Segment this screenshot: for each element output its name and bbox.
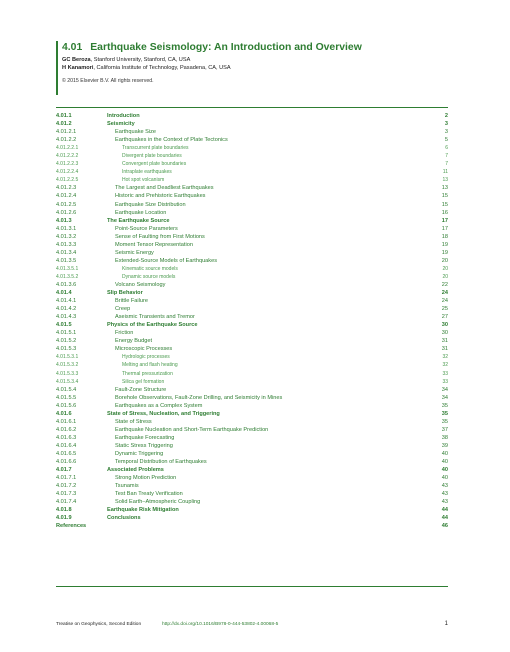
toc-entry-number: 4.01.2.2.1 (56, 145, 79, 152)
toc-entry-page: 35 (441, 402, 448, 409)
toc-entry[interactable] (56, 466, 448, 474)
toc-entry-title: Earthquake Nucleation and Short-Term Earthquake Prediction (115, 426, 269, 433)
toc-entry-title: Slip Behavior (107, 290, 143, 297)
toc-entry-number: 4.01.7.3 (56, 491, 77, 498)
toc-entry[interactable] (56, 474, 448, 482)
toc-entry-page: 38 (441, 434, 448, 441)
toc-entry-number: 4.01.3.6 (56, 281, 77, 288)
toc-entry-number: 4.01.2.2.2 (56, 153, 79, 160)
toc-entry-page: 19 (441, 249, 448, 256)
toc-entry-number: 4.01.1 (56, 113, 72, 119)
toc-entry-page: 31 (441, 338, 448, 345)
toc-entry-title: Earthquake Risk Mitigation (107, 507, 179, 514)
toc-entry-page: 19 (441, 241, 448, 248)
toc-entry[interactable] (56, 249, 448, 257)
toc-entry-number: 4.01.5.3.2 (56, 362, 79, 369)
toc-entry-page: 35 (441, 410, 448, 417)
author-affiliation: , Stanford University, Stanford, CA, USA (90, 57, 191, 63)
toc-entry-number: References (56, 523, 87, 530)
toc-entry[interactable] (56, 281, 448, 289)
toc-entry-title: Silica gel formation (122, 378, 165, 385)
toc-entry-number: 4.01.9 (56, 515, 72, 522)
toc-entry-number: 4.01.2 (56, 121, 72, 128)
toc-entry-title: Historic and Prehistoric Earthquakes (115, 193, 206, 200)
toc-entry-page: 35 (441, 418, 448, 425)
author-name: H Kanamori (62, 65, 94, 72)
toc-entry-page: 13 (441, 185, 448, 192)
toc-entry[interactable] (56, 450, 448, 458)
toc-entry[interactable] (56, 329, 448, 337)
toc-entry[interactable] (56, 418, 448, 426)
toc-bottom-rule (56, 586, 448, 587)
toc-entry-page: 27 (441, 314, 448, 321)
toc-entry-number: 4.01.5.1 (56, 330, 77, 337)
toc-entry-number: 4.01.5 (56, 322, 72, 329)
toc-entry-page: 40 (441, 459, 448, 466)
toc-entry-page: 40 (441, 467, 448, 474)
toc-entry-page: 11 (442, 169, 448, 176)
toc-entry-title: Seismicity (107, 121, 135, 128)
toc-entry-number: 4.01.2.2 (56, 137, 77, 144)
toc-entry-number: 4.01.3.1 (56, 225, 77, 232)
toc-entry-title: Test Ban Treaty Verification (115, 491, 183, 498)
toc-entry-title: Temporal Distribution of Earthquakes (115, 459, 207, 466)
toc-entry[interactable] (56, 482, 448, 490)
toc-entry[interactable] (56, 120, 448, 128)
toc-entry-title: Introduction (107, 113, 140, 119)
title-accent-bar (56, 41, 58, 95)
toc-entry-number: 4.01.7.2 (56, 483, 77, 490)
toc-entry[interactable] (56, 225, 448, 233)
toc-entry-title: Microscopic Processes (115, 346, 173, 353)
toc-entry[interactable] (56, 128, 448, 136)
toc-entry-page: 34 (441, 386, 448, 393)
toc-entry-number: 4.01.6.5 (56, 450, 77, 457)
toc-entry-title: Point-Source Parameters (115, 225, 178, 232)
toc-entry-title: Transcurrent plate boundaries (122, 145, 189, 152)
toc-entry[interactable] (56, 370, 448, 378)
toc-entry-number: 4.01.7.4 (56, 499, 77, 506)
toc-entry-title: Earthquakes in the Context of Plate Tectonics (115, 137, 228, 144)
toc-entry-page: 39 (441, 442, 448, 449)
author-name: GC Beroza (62, 57, 91, 63)
toc-entry-number: 4.01.3.2 (56, 233, 77, 240)
toc-entry[interactable] (56, 378, 448, 386)
toc-entry-number: 4.01.3.5.1 (56, 265, 79, 272)
toc-entry[interactable] (56, 321, 448, 329)
toc-entry-page: 32 (442, 362, 448, 369)
page-number: 1 (444, 621, 448, 627)
toc-entry-page: 43 (441, 499, 448, 506)
toc-entry-page: 2 (444, 113, 448, 119)
chapter-title: Earthquake Seismology: An Introduction and Overview (90, 42, 362, 53)
toc-entry-title: Brittle Failure (115, 298, 148, 305)
toc-entry-title: Earthquake Size Distribution (115, 201, 186, 208)
toc-entry-page: 33 (442, 378, 448, 385)
toc-entry-number: 4.01.6.4 (56, 442, 77, 449)
toc-entry-number: 4.01.2.1 (56, 129, 77, 136)
toc-entry-page: 40 (441, 475, 448, 482)
toc-top-rule (56, 107, 448, 108)
toc-entry-page: 30 (441, 322, 448, 329)
author-affiliation: , California Institute of Technology, Pasadena, CA, USA (93, 65, 231, 72)
toc-entry[interactable] (56, 152, 448, 160)
toc-entry[interactable] (56, 201, 448, 209)
toc-entry-page: 16 (441, 209, 448, 216)
toc-entry[interactable] (56, 273, 448, 281)
toc-entry[interactable] (56, 136, 448, 144)
toc-entry[interactable] (56, 442, 448, 450)
toc-entry-number: 4.01.3.4 (56, 249, 77, 256)
toc-entry-page: 30 (441, 330, 448, 337)
article-header (62, 42, 452, 84)
toc-entry-number: 4.01.4.3 (56, 314, 77, 321)
toc-entry[interactable] (56, 112, 448, 120)
toc-entry-title: Convergent plate boundaries (122, 161, 187, 168)
toc-entry[interactable] (56, 257, 448, 265)
toc-entry-number: 4.01.5.6 (56, 402, 77, 409)
toc-entry[interactable] (56, 233, 448, 241)
toc-entry-number: 4.01.5.3.1 (56, 354, 79, 361)
copyright-notice: © 2015 Elsevier B.V. All rights reserved. (62, 77, 154, 84)
toc-entry[interactable] (56, 241, 448, 249)
author-line (62, 64, 452, 72)
toc-entry-page: 3 (444, 129, 448, 136)
toc-entry-title: State of Stress, Nucleation, and Triggering (107, 410, 220, 417)
toc-entry-title: Earthquakes as a Complex System (115, 402, 203, 409)
toc-entry-title: Volcano Seismology (115, 281, 166, 288)
toc-entry-page: 31 (441, 346, 448, 353)
toc-entry-number: 4.01.3.3 (56, 241, 77, 248)
toc-entry-page: 24 (441, 298, 448, 305)
article-title (62, 42, 452, 53)
toc-entry-number: 4.01.7 (56, 467, 72, 474)
toc-entry[interactable] (56, 337, 448, 345)
toc-entry[interactable] (56, 313, 448, 321)
toc-entry-page: 32 (442, 354, 448, 361)
toc-entry-page: 7 (445, 153, 448, 160)
toc-entry[interactable] (56, 144, 448, 152)
toc-entry[interactable] (56, 184, 448, 192)
toc-entry-title: Aseismic Transients and Tremor (115, 314, 195, 321)
toc-entry-number: 4.01.5.3 (56, 346, 77, 353)
toc-entry-title: Seismic Energy (115, 249, 154, 256)
toc-entry-title: Fault-Zone Structure (115, 386, 167, 393)
toc-entry-page: 6 (445, 145, 448, 152)
toc-entry-title: Physics of the Earthquake Source (107, 322, 198, 329)
toc-entry[interactable] (56, 434, 448, 442)
toc-entry-page: 15 (441, 193, 448, 200)
toc-entry[interactable] (56, 192, 448, 200)
toc-entry[interactable] (56, 402, 448, 410)
toc-entry[interactable] (56, 353, 448, 361)
toc-entry[interactable] (56, 361, 448, 369)
toc-entry-number: 4.01.7.1 (56, 475, 77, 482)
toc-entry[interactable] (56, 160, 448, 168)
table-of-contents (56, 112, 448, 530)
toc-entry-number: 4.01.6 (56, 410, 72, 417)
toc-entry[interactable] (56, 217, 448, 225)
toc-entry-page: 13 (442, 177, 448, 184)
toc-entry-title: Intraplate earthquakes (122, 169, 172, 176)
toc-entry-title: Friction (115, 330, 134, 337)
toc-entry[interactable] (56, 209, 448, 217)
toc-entry-number: 4.01.4.1 (56, 298, 77, 305)
toc-entry[interactable] (56, 410, 448, 418)
toc-entry-title: Earthquake Forecasting (115, 434, 175, 441)
toc-entry[interactable] (56, 289, 448, 297)
chapter-number: 4.01 (62, 42, 83, 53)
toc-entry-number: 4.01.6.6 (56, 459, 77, 466)
toc-entry-number: 4.01.5.3.4 (56, 378, 79, 385)
toc-entry-title: Creep (115, 306, 131, 313)
toc-entry-page: 15 (441, 201, 448, 208)
toc-entry-number: 4.01.3.5 (56, 257, 77, 264)
toc-entry-page: 44 (441, 515, 448, 522)
toc-entry-title: Energy Budget (115, 338, 153, 345)
toc-entry-title: Thermal pressurization (122, 370, 173, 377)
toc-entry-page: 44 (441, 507, 448, 514)
toc-entry-page: 20 (441, 257, 448, 264)
toc-entry-page: 24 (441, 290, 448, 297)
toc-entry[interactable] (56, 305, 448, 313)
toc-entry-page: 43 (441, 483, 448, 490)
toc-entry-title: Earthquake Size (115, 129, 157, 136)
toc-entry-title: Dynamic Triggering (115, 450, 164, 457)
toc-entry-title: Tsunamis (115, 483, 139, 490)
toc-entry[interactable] (56, 426, 448, 434)
toc-entry[interactable] (56, 458, 448, 466)
toc-entry-title: Sense of Faulting from First Motions (115, 233, 205, 240)
toc-entry[interactable] (56, 522, 448, 530)
toc-entry-number: 4.01.6.3 (56, 434, 77, 441)
toc-entry-page: 46 (441, 523, 448, 530)
toc-entry-number: 4.01.2.3 (56, 185, 77, 192)
toc-entry[interactable] (56, 168, 448, 176)
toc-entry-title: Borehole Observations, Fault-Zone Drilling, and Seismicity in Mines (115, 394, 283, 401)
toc-entry-number: 4.01.3.5.2 (56, 273, 79, 280)
toc-entry-number: 4.01.5.2 (56, 338, 77, 345)
toc-entry-title: Moment Tensor Representation (115, 241, 193, 248)
toc-entry-title: Extended-Source Models of Earthquakes (115, 257, 217, 264)
toc-entry-page: 20 (442, 265, 448, 272)
toc-entry[interactable] (56, 297, 448, 305)
toc-entry-number: 4.01.2.4 (56, 193, 77, 200)
toc-entry[interactable] (56, 490, 448, 498)
toc-entry-page: 17 (441, 225, 448, 232)
toc-entry-title: Static Stress Triggering (115, 442, 173, 449)
toc-entry-number: 4.01.5.5 (56, 394, 77, 401)
toc-entry-number: 4.01.4.2 (56, 306, 77, 313)
toc-entry-title: Associated Problems (107, 467, 164, 474)
toc-entry-title: Melting and flash heating (122, 362, 178, 369)
toc-entry-number: 4.01.2.2.4 (56, 169, 79, 176)
toc-entry-title: Strong Motion Prediction (115, 475, 177, 482)
toc-entry-number: 4.01.8 (56, 507, 72, 514)
toc-entry-number: 4.01.2.5 (56, 201, 77, 208)
toc-entry[interactable] (56, 498, 448, 506)
toc-entry-page: 25 (441, 306, 448, 313)
toc-entry-title: Solid Earth–Atmospheric Coupling (115, 499, 201, 506)
toc-entry-number: 4.01.5.3.3 (56, 370, 79, 377)
toc-entry-page: 18 (441, 233, 448, 240)
toc-entry[interactable] (56, 506, 448, 514)
journal-name: Treatise on Geophysics, Second Edition (56, 622, 142, 627)
toc-entry-number: 4.01.3 (56, 217, 72, 224)
toc-entry[interactable] (56, 345, 448, 353)
toc-entry-title: Earthquake Location (115, 209, 167, 216)
toc-entry-title: Kinematic source models (122, 265, 178, 272)
toc-entry[interactable] (56, 176, 448, 184)
toc-entry-page: 33 (442, 370, 448, 377)
toc-entry-page: 37 (441, 426, 448, 433)
toc-entry-number: 4.01.2.6 (56, 209, 77, 216)
doi-link[interactable]: http://dx.doi.org/10.1016/B978-0-444-53802-4.00068-5 (162, 622, 279, 627)
toc-entry-title: The Largest and Deadliest Earthquakes (115, 185, 214, 192)
author-line (62, 56, 452, 64)
toc-entry-title: Hydrologic processes (122, 354, 170, 361)
page-footer (56, 622, 448, 632)
toc-entry-page: 7 (445, 161, 448, 168)
toc-entry[interactable] (56, 394, 448, 402)
toc-entry-page: 34 (441, 394, 448, 401)
toc-entry-page: 43 (441, 491, 448, 498)
toc-entry[interactable] (56, 265, 448, 273)
toc-entry-title: Divergent plate boundaries (122, 153, 182, 160)
toc-entry-number: 4.01.6.1 (56, 418, 77, 425)
toc-entry-number: 4.01.6.2 (56, 426, 77, 433)
toc-entry-number: 4.01.4 (56, 290, 72, 297)
toc-entry-page: 3 (444, 121, 448, 128)
toc-entry-title: The Earthquake Source (107, 217, 170, 224)
toc-entry-title: Hot spot volcanism (122, 177, 165, 184)
toc-entry-page: 17 (441, 217, 448, 224)
toc-entry-title: State of Stress (115, 418, 152, 425)
toc-entry-number: 4.01.5.4 (56, 386, 77, 393)
toc-entry-title: Dynamic source models (122, 273, 176, 280)
toc-entry-number: 4.01.2.2.5 (56, 177, 79, 184)
toc-entry-page: 22 (441, 281, 448, 288)
toc-entry-number: 4.01.2.2.3 (56, 161, 79, 168)
toc-entry-title: Conclusions (107, 515, 141, 522)
toc-entry[interactable] (56, 386, 448, 394)
toc-entry-page: 40 (441, 450, 448, 457)
toc-entry[interactable] (56, 514, 448, 522)
toc-entry-page: 20 (442, 273, 448, 280)
toc-entry-page: 5 (444, 137, 448, 144)
